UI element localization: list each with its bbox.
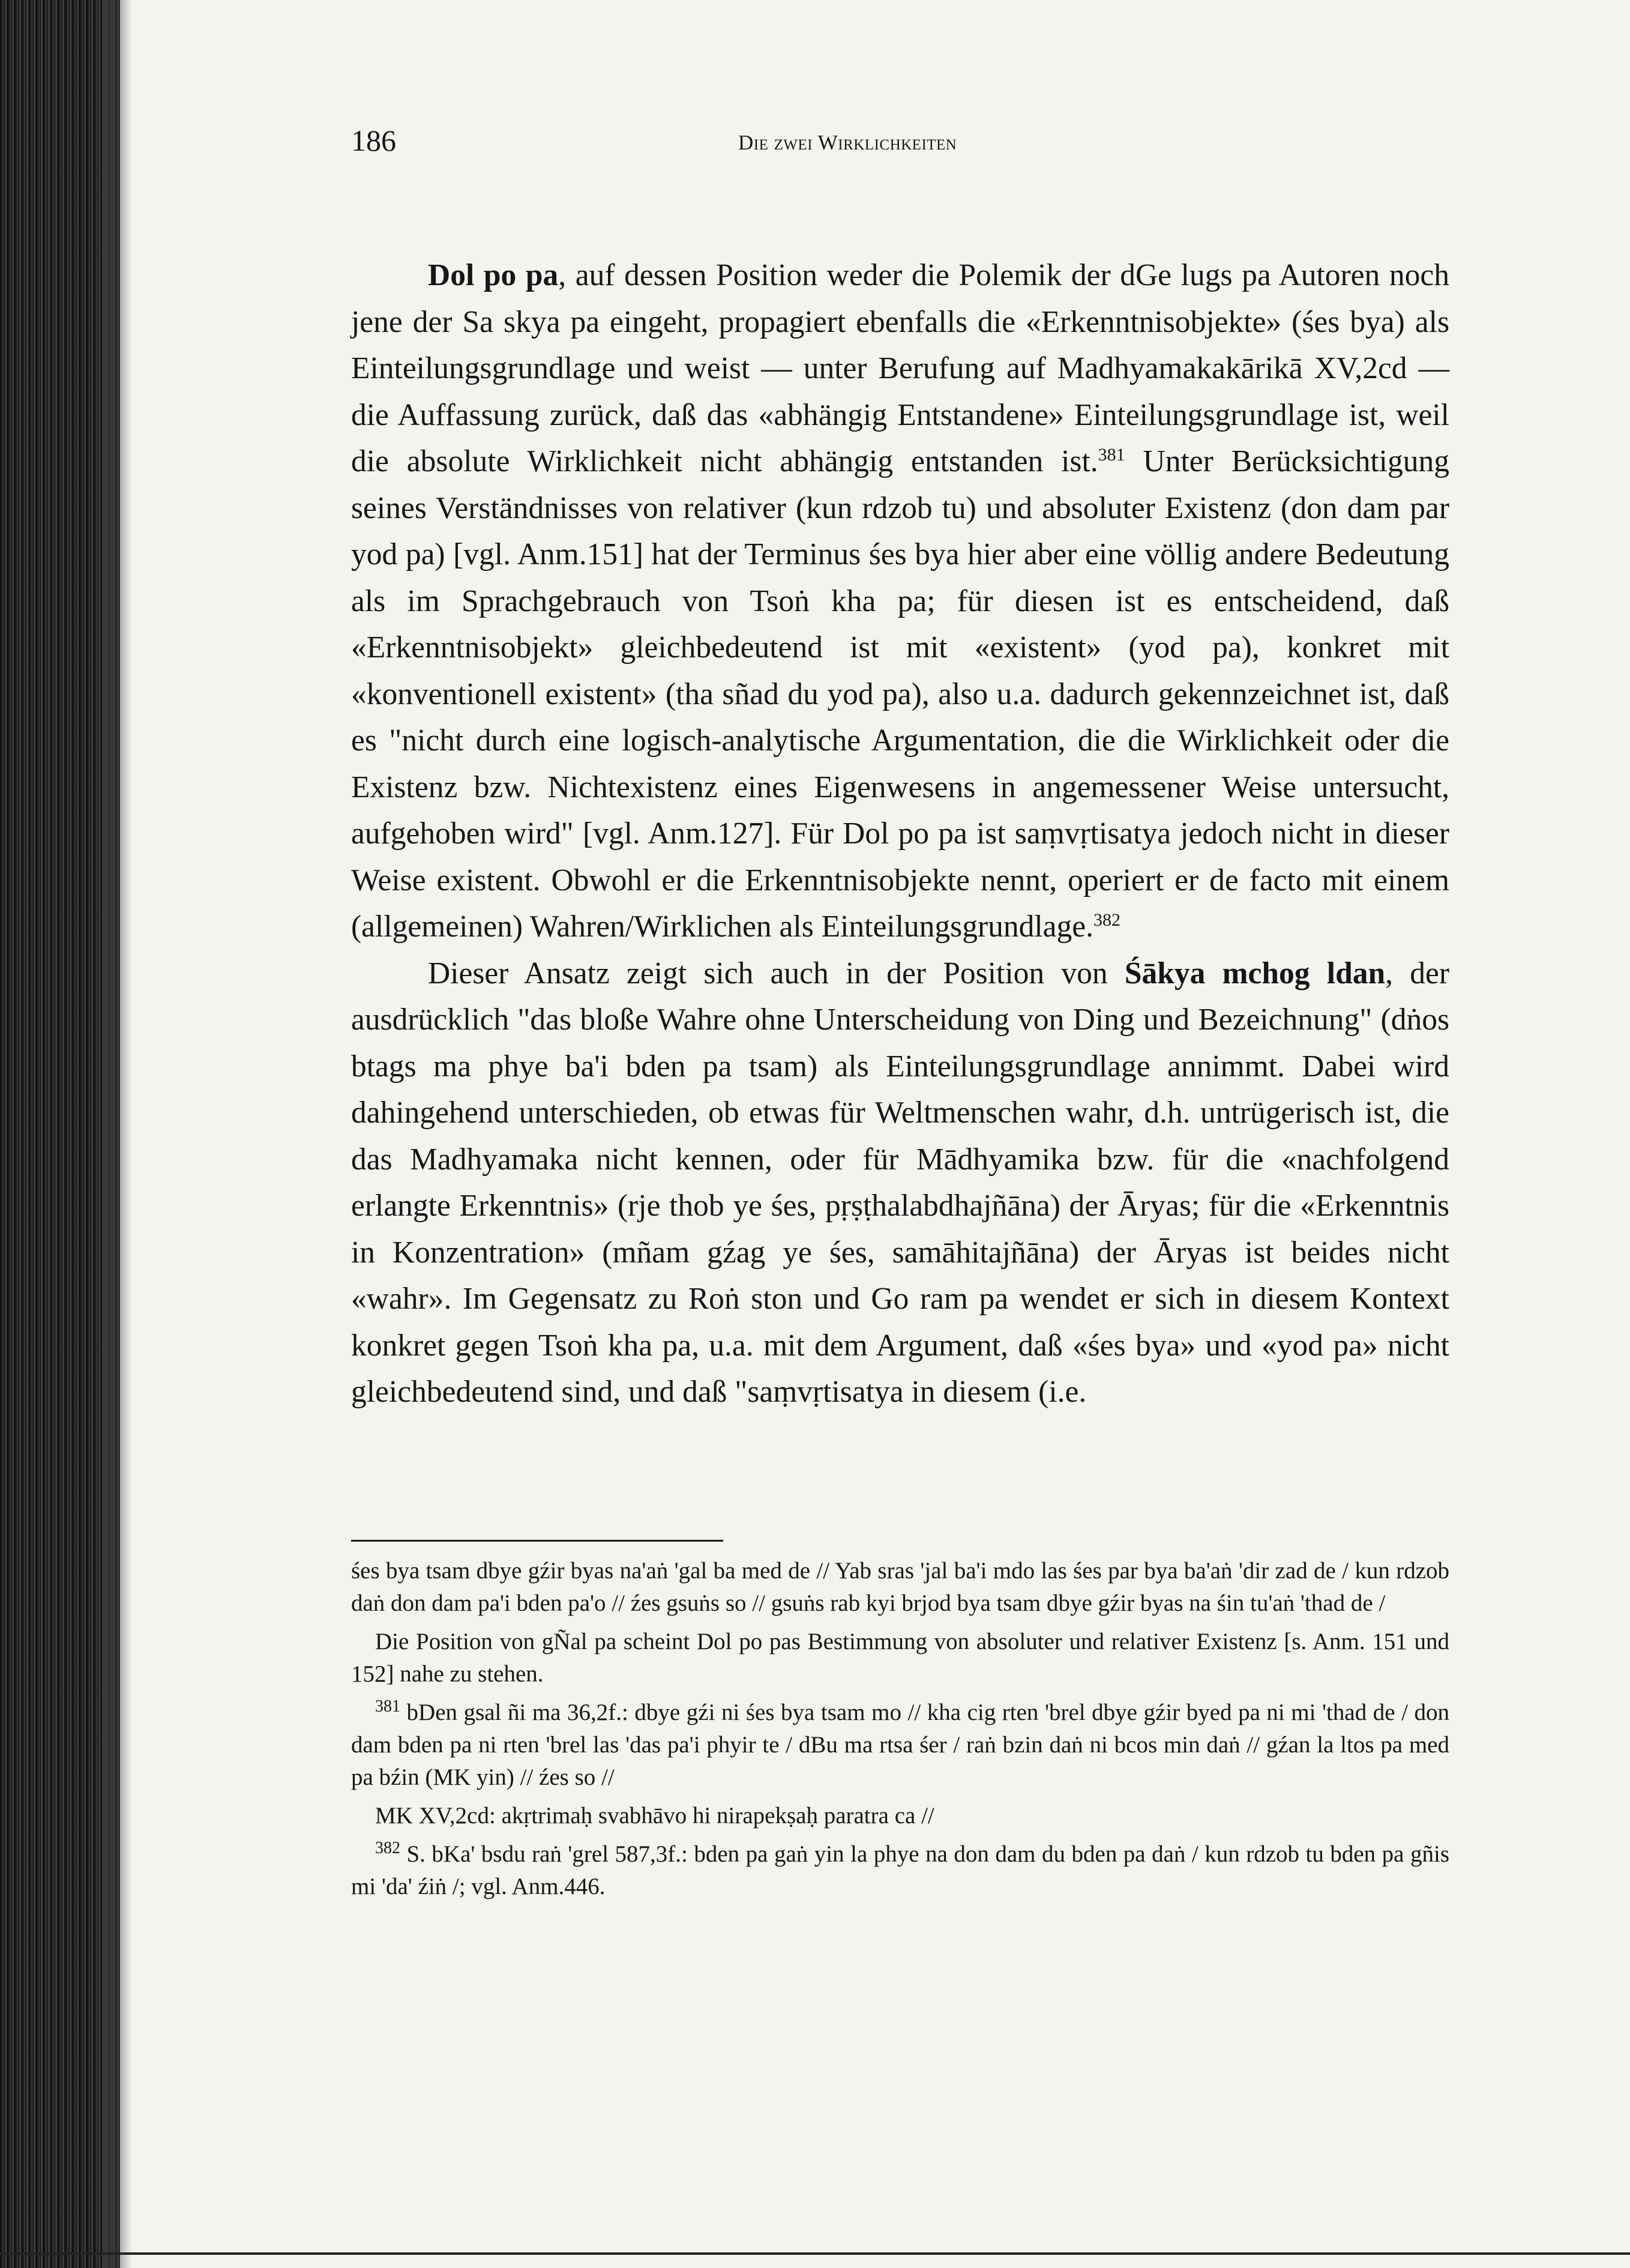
footnote-381 <box>351 1696 1449 1794</box>
author-name-bold: Dol po pa <box>428 258 559 292</box>
note-ref-382[interactable]: 382 <box>1093 909 1121 930</box>
main-text <box>351 252 1449 1416</box>
scan-edge-shadow <box>102 0 132 2268</box>
footnotes <box>351 1555 1449 1909</box>
running-head: Die zwei Wirklichkeiten <box>738 131 957 154</box>
footnote-382-text: S. bKa' bsdu raṅ 'grel 587,3f.: bden pa gaṅ yin la phye na don dam du bden pa daṅ / kun rdzob tu bden pa gñis mi 'da' źiṅ /; vgl. Anm.446. <box>351 1841 1449 1899</box>
footnote-382 <box>351 1838 1449 1903</box>
paragraph-2-text-b: , der ausdrücklich "das bloße Wahre ohne Unterscheidung von Ding und Bezeichnung" (dṅos btags ma phye ba'i bden pa tsam) als Einteilungsgrundlage annimmt. Dabei wird dahingehend unterschieden, ob etwas für Weltmenschen wahr, d.h. untrügerisch ist, die das Madhyamaka nicht kennen, oder für Mādhyamika bzw. für die «nachfolgend erlangte Erkenntnis» (rje thob ye śes, pṛṣṭhalabdhajñāna) der Āryas; für die «Erkenntnis in Konzentration» (mñam gźag ye śes, samāhitajñāna) der Āryas ist beides nicht «wahr». Im Gegensatz zu Roṅ ston und Go ram pa wendet er sich in diesem Kontext konkret gegen Tsoṅ kha pa, u.a. mit dem Argument, daß «śes bya» und «yod pa» nicht gleichbedeutend sind, und daß "saṃvṛtisatya in diesem (i.e. <box>351 956 1449 1409</box>
footnote-continuation: śes bya tsam dbye gźir byas na'aṅ 'gal ba med de // Yab sras 'jal ba'i mdo las śes par bya ba'aṅ 'dir zad de / kun rdzob daṅ don dam pa'i bden pa'o // źes gsuṅs so // gsuṅs rab kyi brjod bya tsam dbye gźir byas na śin tu'aṅ 'thad de / <box>351 1558 1449 1616</box>
footnote-382-number: 382 <box>375 1839 400 1857</box>
scan-bottom-edge <box>0 2252 1630 2255</box>
footnote-continuation-2: Die Position von gÑal pa scheint Dol po pas Bestimmung von absoluter und relativer Existenz [s. Anm. 151 und 152] nahe zu stehen. <box>351 1629 1449 1687</box>
footnote-381-number: 381 <box>375 1697 400 1716</box>
paragraph-1 <box>351 252 1449 950</box>
footnote-divider <box>351 1540 723 1542</box>
note-ref-381[interactable]: 381 <box>1098 444 1125 465</box>
page-number: 186 <box>351 124 396 157</box>
paragraph-2-text-a: Dieser Ansatz zeigt sich auch in der Position von <box>428 956 1125 991</box>
footnote-381-continued: MK XV,2cd: akṛtrimaḥ svabhāvo hi nirapekṣaḥ paratra ca // <box>375 1803 934 1829</box>
paragraph-2 <box>351 950 1449 1416</box>
paragraph-1-text-2: Unter Berücksichtigung seines Verständnisses von relativer (kun rdzob tu) und absoluter Existenz (don dam par yod pa) [vgl. Anm.151] hat der Terminus śes bya hier aber eine völlig andere Bedeutung als im Sprachgebrauch von Tsoṅ kha pa; für diesen ist es entscheidend, daß «Erkenntnisobjekt» gleichbedeutend ist mit «existent» (yod pa), konkret mit «konventionell existent» (tha sñad du yod pa), also u.a. dadurch gekennzeichnet ist, daß es "nicht durch eine logisch-analytische Argumentation, die die Wirklichkeit oder die Existenz bzw. Nichtexistenz eines Eigenwesens in angemessener Weise untersucht, aufgehoben wird" [vgl. Anm.127]. Für Dol po pa ist saṃvṛtisatya jedoch nicht in dieser Weise existent. Obwohl er die Erkenntnisobjekte nennt, operiert er de facto mit einem (allgemeinen) Wahren/Wirklichen als Einteilungsgrundlage. <box>351 444 1449 944</box>
author-name-bold-2: Śākya mchog ldan <box>1124 956 1386 991</box>
paragraph-1-text: , auf dessen Position weder die Polemik der dGe lugs pa Autoren noch jene der Sa skya pa eingeht, propagiert ebenfalls die «Erkenntnisobjekte» (śes bya) als Einteilungsgrundlage und weist — unter Berufung auf Madhyamakakārikā XV,2cd — die Auffassung zurück, daß das «abhängig Entstandene» Einteilungsgrundlage ist, weil die absolute Wirklichkeit nicht abhängig entstanden ist. <box>351 258 1449 478</box>
footnote-381-text: bDen gsal ñi ma 36,2f.: dbye gźi ni śes bya tsam mo // kha cig rten 'brel dbye gźir byed pa ni mi 'thad de / don dam bden pa ni rten 'brel las 'das pa'i phyir te / dBu ma rtsa śer / raṅ bzin daṅ ni bcos min daṅ // gźan la ltos pa med pa bźin (MK yin) // źes so // <box>351 1699 1449 1790</box>
